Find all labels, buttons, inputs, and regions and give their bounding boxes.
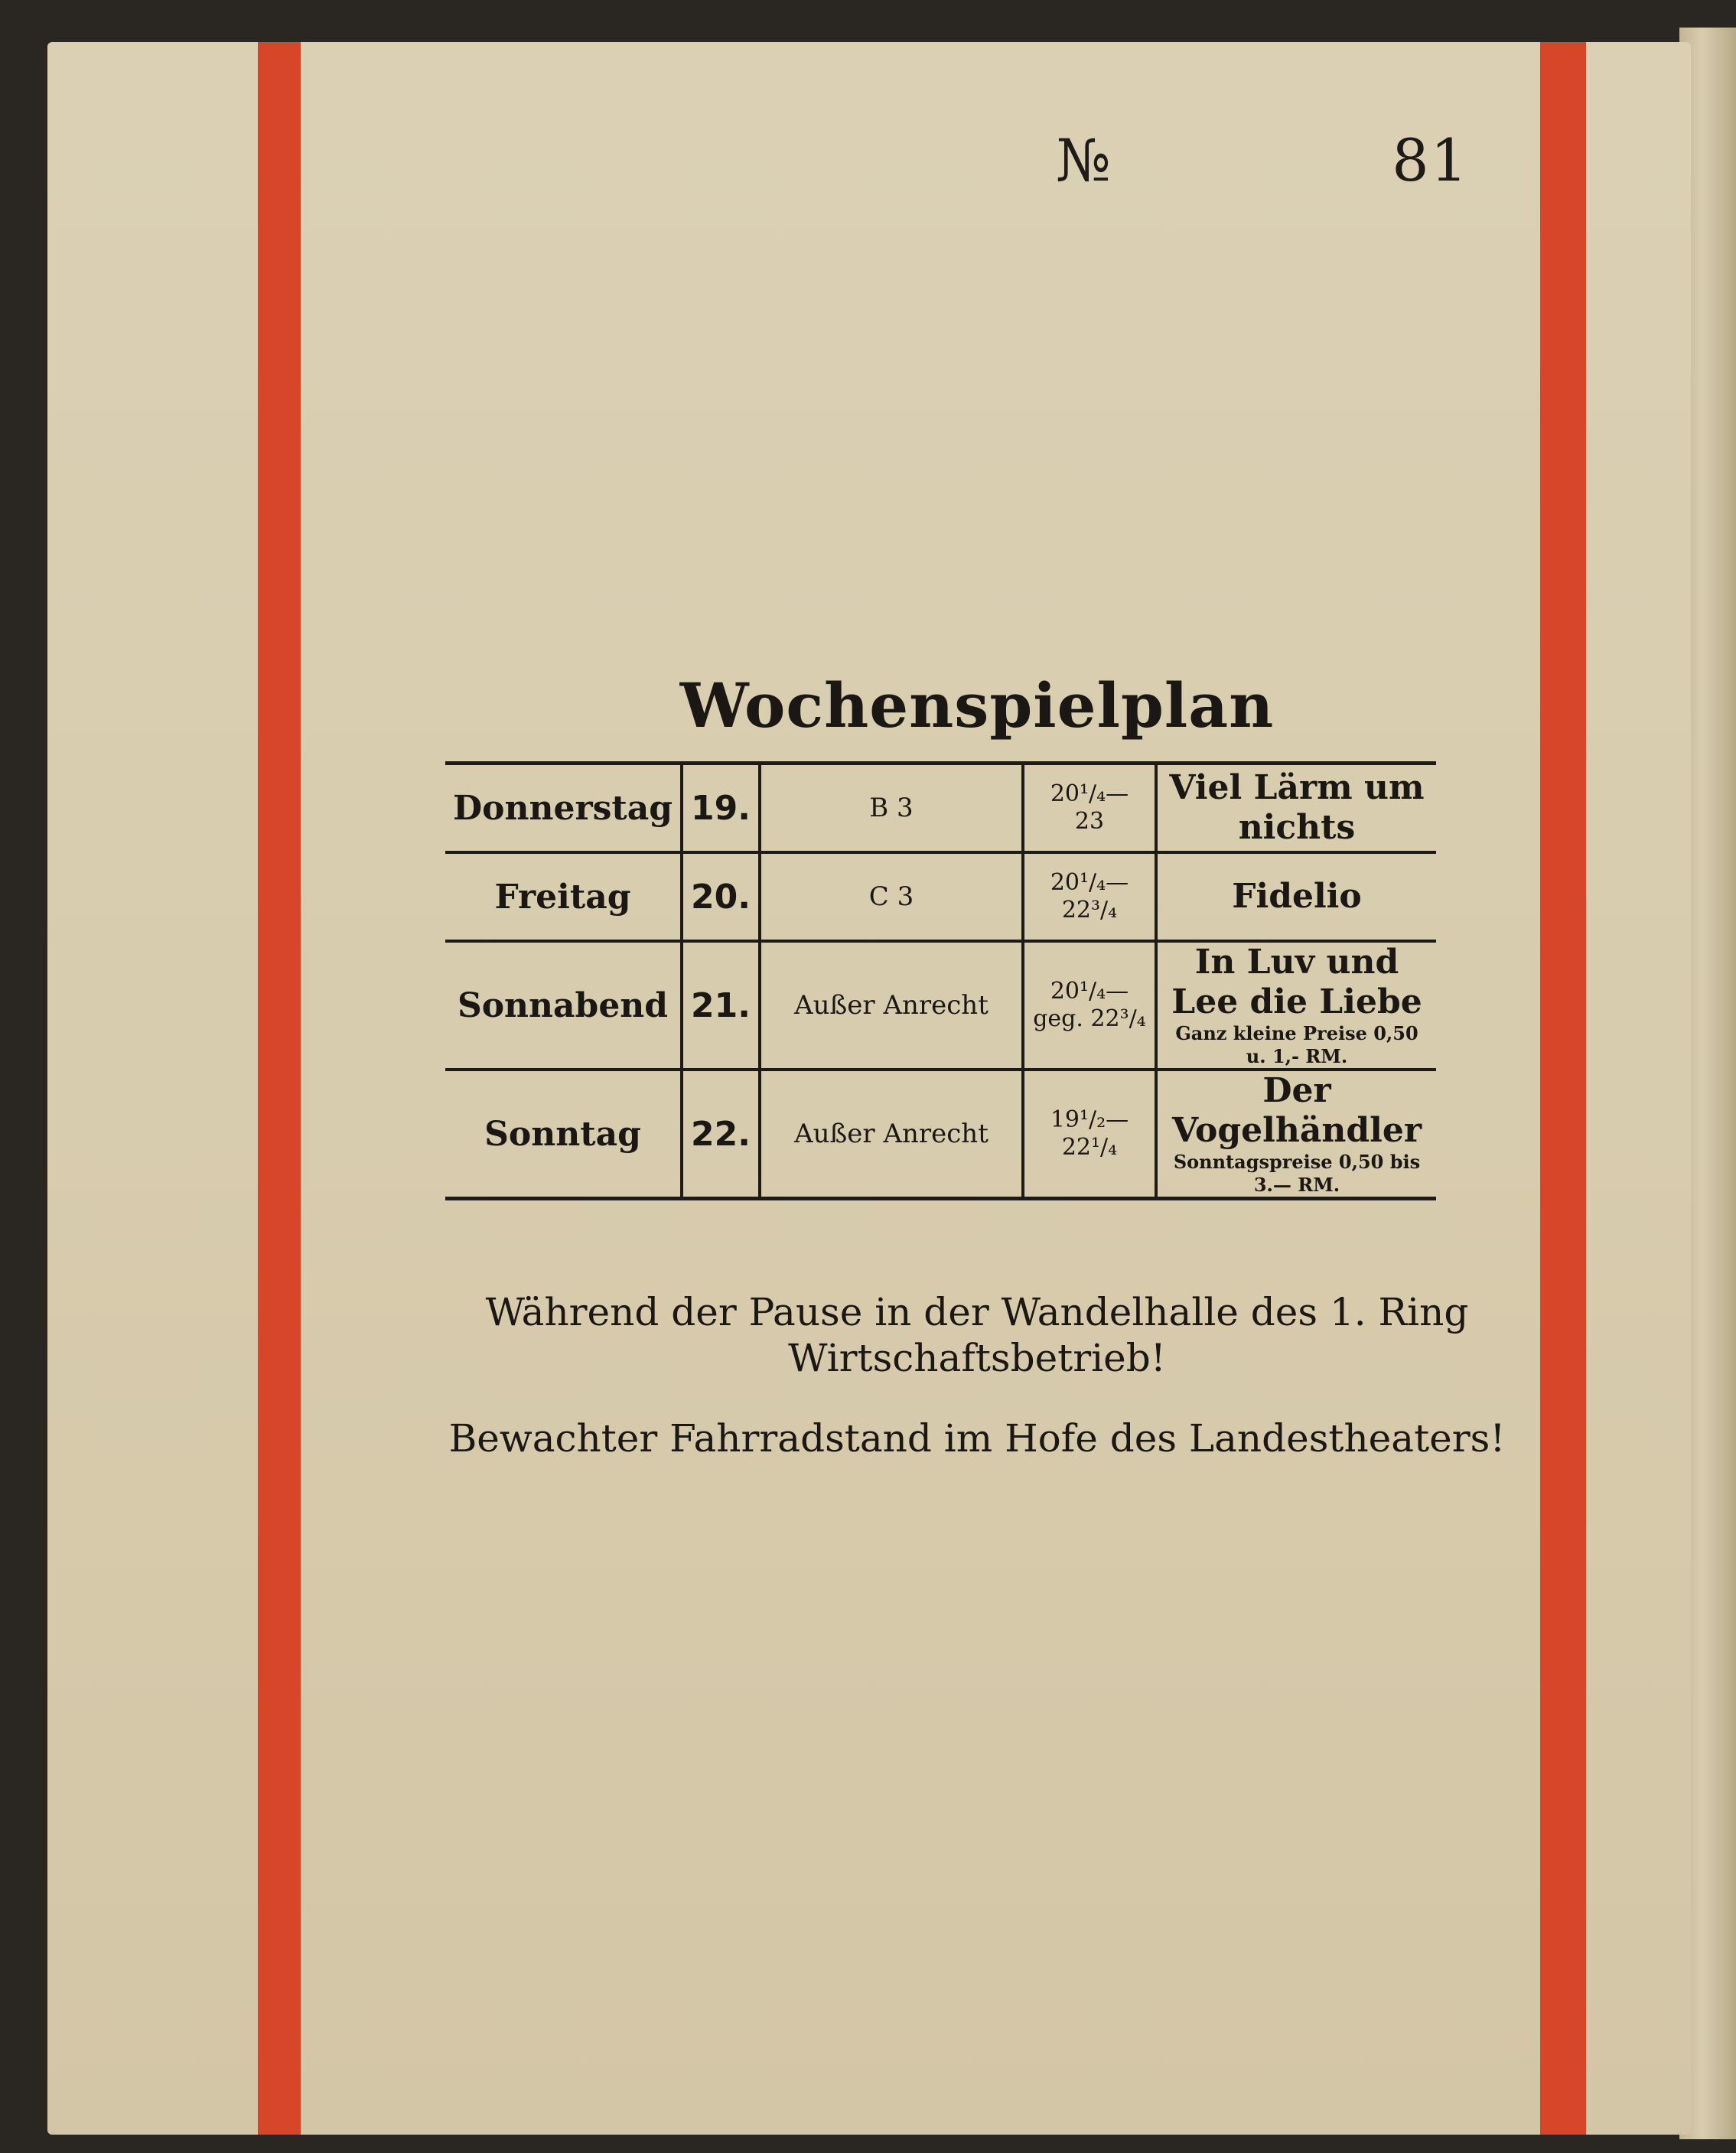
- day-cell: Sonntag: [445, 1070, 682, 1199]
- program-page: [47, 42, 1691, 2135]
- group-cell: B 3: [760, 764, 1023, 853]
- time-cell: [1023, 852, 1156, 941]
- group-cell: C 3: [760, 852, 1023, 941]
- time-start: 20¹/₄—: [1050, 869, 1129, 896]
- right-red-stripe: [1540, 42, 1586, 2135]
- time-end: geg. 22³/₄: [1033, 1005, 1146, 1032]
- price-note: Ganz kleine Preise 0,50 u. 1,- RM.: [1175, 1022, 1418, 1067]
- time-start: 19¹/₂—: [1050, 1106, 1129, 1133]
- day-cell: Freitag: [445, 852, 682, 941]
- number-sign: №: [1056, 126, 1112, 194]
- play-title: In Luv und Lee die Liebe: [1171, 943, 1422, 1021]
- group-cell: Außer Anrecht: [760, 941, 1023, 1070]
- table-row: [445, 941, 1436, 1070]
- play-cell: [1156, 1070, 1436, 1199]
- play-title: Viel Lärm um nichts: [1169, 768, 1425, 847]
- number-value: 81: [1392, 126, 1469, 194]
- time-start: 20¹/₄—: [1050, 780, 1129, 807]
- bicycle-notice: Bewachter Fahrradstand im Hofe des Landestheaters!: [448, 1416, 1506, 1461]
- table-row: [445, 1070, 1436, 1199]
- play-title: Der Vogelhändler: [1171, 1071, 1422, 1150]
- date-cell: 21.: [682, 941, 760, 1070]
- day-cell: Sonnabend: [445, 941, 682, 1070]
- date-cell: 19.: [682, 764, 760, 853]
- intermission-notice: Während der Pause in der Wandelhalle des 1. Ring Wirtschaftsbetrieb!: [485, 1290, 1469, 1380]
- time-cell: [1023, 941, 1156, 1070]
- page-title: Wochenspielplan: [679, 669, 1275, 741]
- time-cell: [1023, 1070, 1156, 1199]
- time-end: 22¹/₄: [1061, 1134, 1118, 1161]
- schedule-table: [445, 761, 1436, 1200]
- play-cell: [1156, 941, 1436, 1070]
- price-note: Sonntagspreise 0,50 bis 3.— RM.: [1173, 1151, 1421, 1196]
- time-end: 23: [1074, 808, 1105, 835]
- issue-number: [1056, 126, 1469, 194]
- table-row: [445, 764, 1436, 853]
- date-cell: 22.: [682, 1070, 760, 1199]
- play-cell: [1156, 764, 1436, 853]
- time-end: 22³/₄: [1061, 897, 1118, 923]
- time-cell: [1023, 764, 1156, 853]
- time-start: 20¹/₄—: [1050, 978, 1129, 1005]
- left-red-stripe: [258, 42, 301, 2135]
- play-cell: [1156, 852, 1436, 941]
- group-cell: Außer Anrecht: [760, 1070, 1023, 1199]
- play-title: Fidelio: [1232, 877, 1362, 916]
- day-cell: Donnerstag: [445, 764, 682, 853]
- table-row: [445, 852, 1436, 941]
- date-cell: 20.: [682, 852, 760, 941]
